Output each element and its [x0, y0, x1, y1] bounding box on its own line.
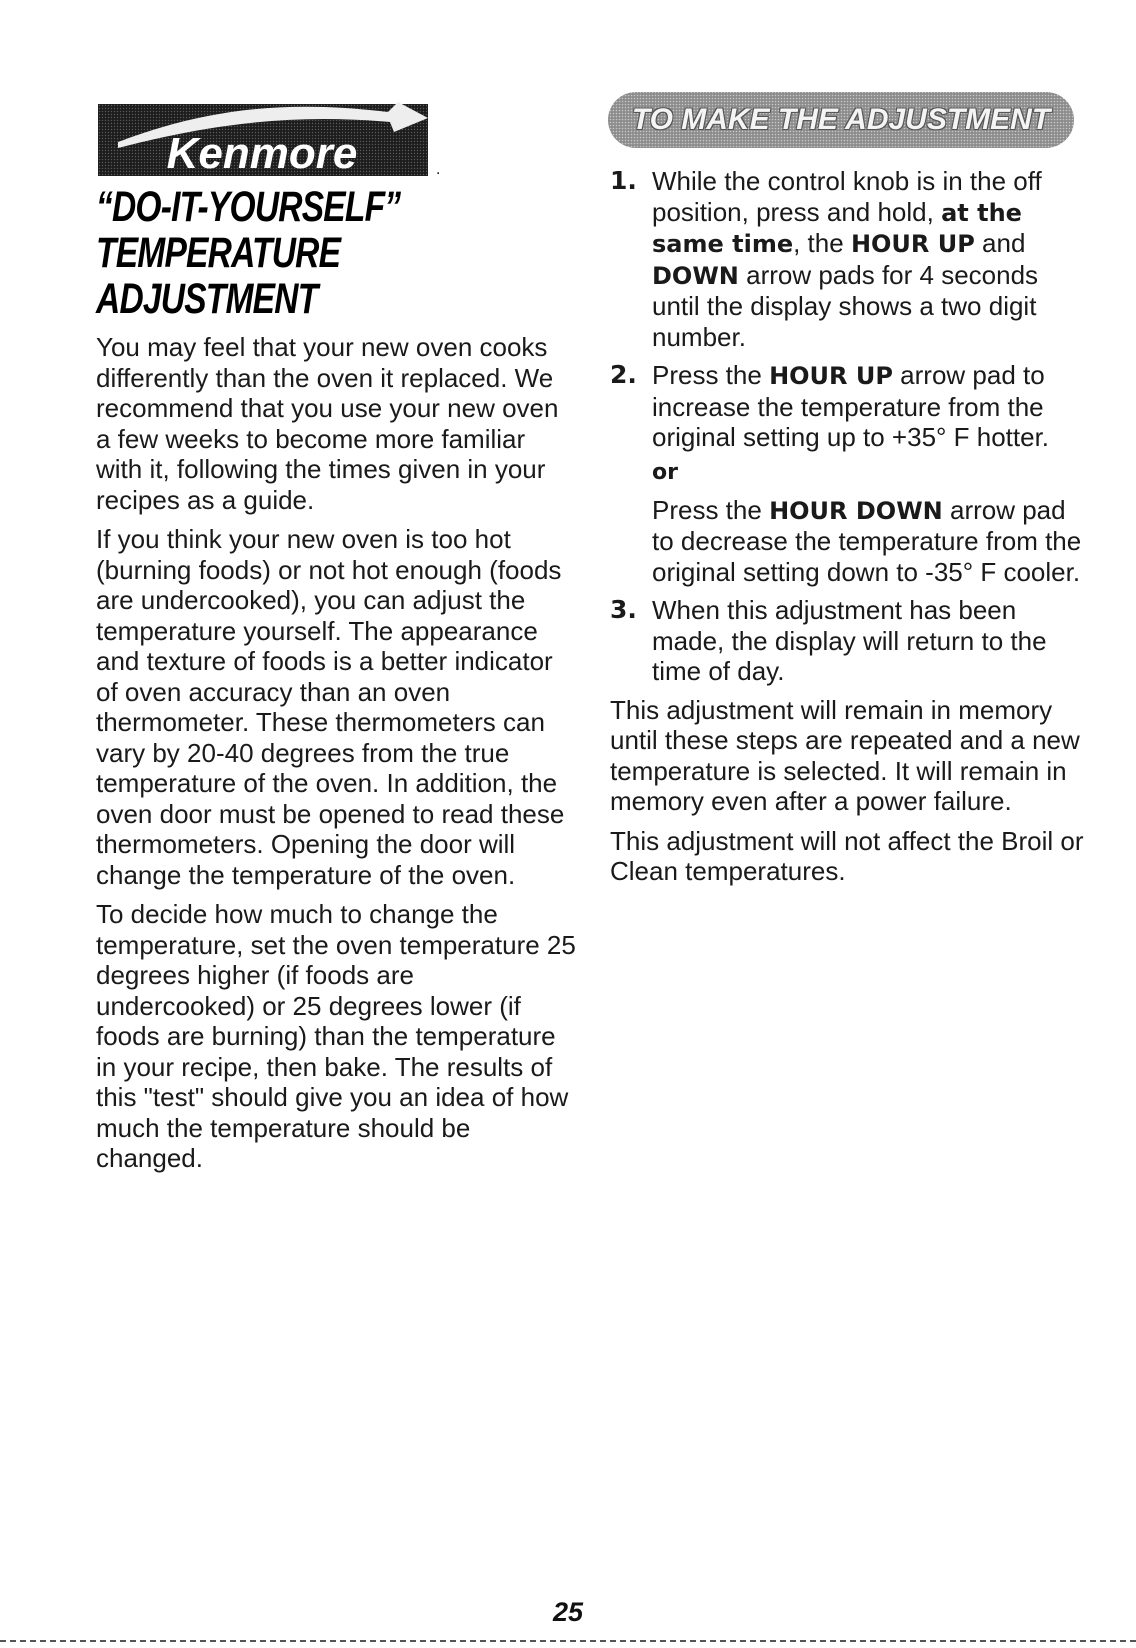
page-title [96, 184, 463, 322]
adjust-explanation-paragraph: If you think your new oven is too hot (burning foods) or not hot enough (foods are undercooked), you can adjust the temperature yourself. The appearance and texture of foods is a better indicator of oven accuracy than an oven thermometer. These thermometers can vary by 20-40 degrees from the true temperature of the oven. In addition, the oven door must be opened to read these thermometers. Opening the door will change the temperature of the oven. [96, 524, 565, 890]
step-2-bold-hour-down: HOUR DOWN [769, 496, 943, 525]
step-2-bold-hour-up: HOUR UP [769, 362, 893, 390]
step-1-bold-hour-up: HOUR UP [850, 230, 975, 258]
kenmore-logo-graphic [98, 98, 448, 180]
broil-clean-note-paragraph: This adjustment will not affect the Broil or Clean temperatures. [610, 825, 1084, 886]
step-2-text-d: arrow pad to decrease the temperature from the original setting down to -35° F cooler. [652, 494, 1082, 587]
kenmore-logo [98, 98, 448, 180]
bottom-divider [0, 1640, 1136, 1642]
intro-paragraph: You may feel that your new oven cooks differently than the oven it replaced. We recommend that you use your new oven a few weeks to become more familiar with it, following the times given in your recipes as a guide. [96, 332, 559, 515]
page-number: 25 [552, 1597, 584, 1627]
step-1-text-d: arrow pads for 4 seconds until the display shows a two digit number. [652, 259, 1039, 352]
logo-wordmark: Kenmore [166, 129, 358, 178]
step-1-text-c: and [974, 228, 1026, 258]
section-banner [606, 88, 1076, 152]
step-1-bold-down: DOWN [652, 261, 739, 290]
step-3-text: When this adjustment has been made, the display will return to the time of day. [652, 595, 1047, 686]
title-line-2: TEMPERATURE [96, 229, 341, 277]
step-2-text-c: Press the [652, 494, 770, 525]
step-3-number: 3. [610, 595, 637, 624]
step-1-number: 1. [610, 166, 637, 195]
step-1-bold-same-time: at the same time [652, 198, 1022, 258]
step-1-text-a: While the control knob is in the off position, press and hold, [652, 166, 1042, 227]
step-2-text-b: arrow pad to increase the temperature from the original setting up to +35° F hotter. [652, 360, 1050, 452]
title-line-1: “DO-IT-YOURSELF” [96, 183, 401, 231]
left-column [96, 332, 576, 1183]
right-column [610, 88, 1090, 896]
step-1-text-b: , the [793, 228, 851, 258]
test-method-paragraph: To decide how much to change the temperature, set the oven temperature 25 degrees higher (if foods are undercooked) or 25 degrees lower (if foods are burning) than the temperature in your recipe, then bake. The results of this "test" should give you an idea of how much the temperature should be changed. [96, 899, 576, 1173]
step-2-text-a: Press the [652, 360, 770, 390]
step-2-option-up [652, 360, 1090, 453]
logo-mark: . [436, 161, 441, 178]
step-2-option-down [652, 495, 1090, 588]
step-2-number: 2. [610, 360, 637, 389]
step-2-or: or [652, 459, 678, 485]
banner-title: TO MAKE THE ADJUSTMENT [631, 103, 1051, 136]
memory-note-paragraph: This adjustment will remain in memory until these steps are repeated and a new temperature is selected. It will remain in memory even after a power failure. [610, 694, 1080, 816]
step-3 [610, 595, 1090, 687]
title-line-3: ADJUSTMENT [96, 275, 318, 323]
step-1 [610, 166, 1090, 352]
step-2 [610, 360, 1090, 587]
